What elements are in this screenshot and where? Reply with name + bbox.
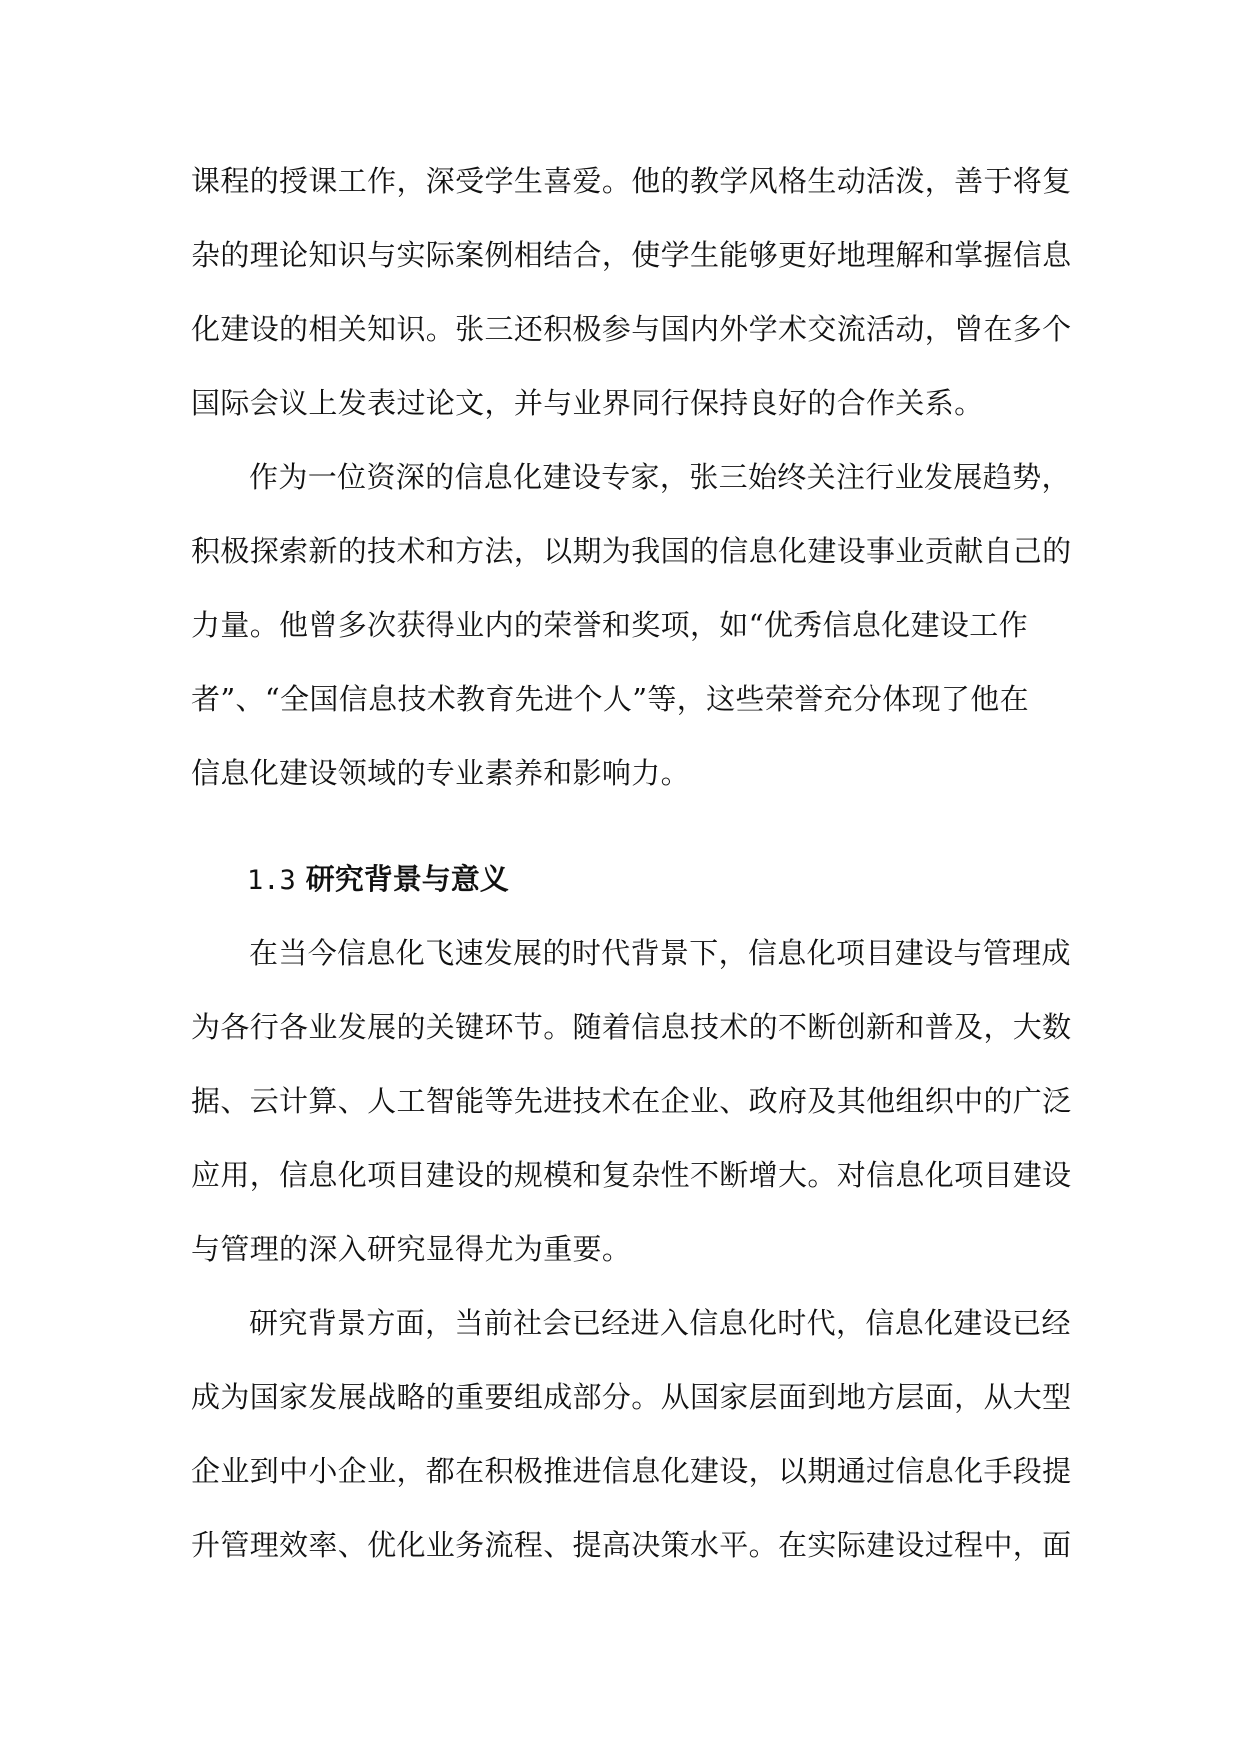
text-line: 为各行各业发展的关键环节。随着信息技术的不断创新和普及，大数 <box>191 1010 1072 1044</box>
paragraph <box>191 144 1072 440</box>
text-line: 国际会议上发表过论文，并与业界同行保持良好的合作关系。 <box>191 386 984 420</box>
text-line: 化建设的相关知识。张三还积极参与国内外学术交流活动，曾在多个 <box>191 312 1072 346</box>
document-body <box>191 144 1072 1582</box>
text-line: 应用，信息化项目建设的规模和复杂性不断增大。对信息化项目建设 <box>191 1158 1072 1192</box>
text-line: 企业到中小企业，都在积极推进信息化建设，以期通过信息化手段提 <box>191 1454 1072 1488</box>
text-line: 力量。他曾多次获得业内的荣誉和奖项，如“优秀信息化建设工作 <box>191 608 1028 642</box>
text-line: 在当今信息化飞速发展的时代背景下，信息化项目建设与管理成 <box>249 936 1071 970</box>
section-title: 研究背景与意义 <box>305 862 509 896</box>
section-spacer <box>191 810 1061 842</box>
text-line: 课程的授课工作，深受学生喜爱。他的教学风格生动活泼，善于将复 <box>191 164 1072 198</box>
section-number: 1.3 <box>247 865 296 896</box>
text-line: 与管理的深入研究显得尤为重要。 <box>191 1232 632 1266</box>
text-line: 成为国家发展战略的重要组成部分。从国家层面到地方层面，从大型 <box>191 1380 1072 1414</box>
text-line: 研究背景方面，当前社会已经进入信息化时代，信息化建设已经 <box>249 1306 1071 1340</box>
text-line: 作为一位资深的信息化建设专家，张三始终关注行业发展趋势， <box>249 460 1071 494</box>
text-line: 杂的理论知识与实际案例相结合，使学生能够更好地理解和掌握信息 <box>191 238 1072 272</box>
text-line: 积极探索新的技术和方法，以期为我国的信息化建设事业贡献自己的 <box>191 534 1072 568</box>
paragraph <box>191 440 1072 810</box>
paragraph <box>191 916 1072 1286</box>
paragraph <box>191 1286 1072 1582</box>
text-line: 信息化建设领域的专业素养和影响力。 <box>191 756 690 790</box>
text-line: 者”、“全国信息技术教育先进个人”等，这些荣誉充分体现了他在 <box>191 682 1029 716</box>
text-line: 据、云计算、人工智能等先进技术在企业、政府及其他组织中的广泛 <box>191 1084 1072 1118</box>
section-heading <box>191 842 1061 916</box>
text-line: 升管理效率、优化业务流程、提高决策水平。在实际建设过程中，面 <box>191 1528 1072 1562</box>
